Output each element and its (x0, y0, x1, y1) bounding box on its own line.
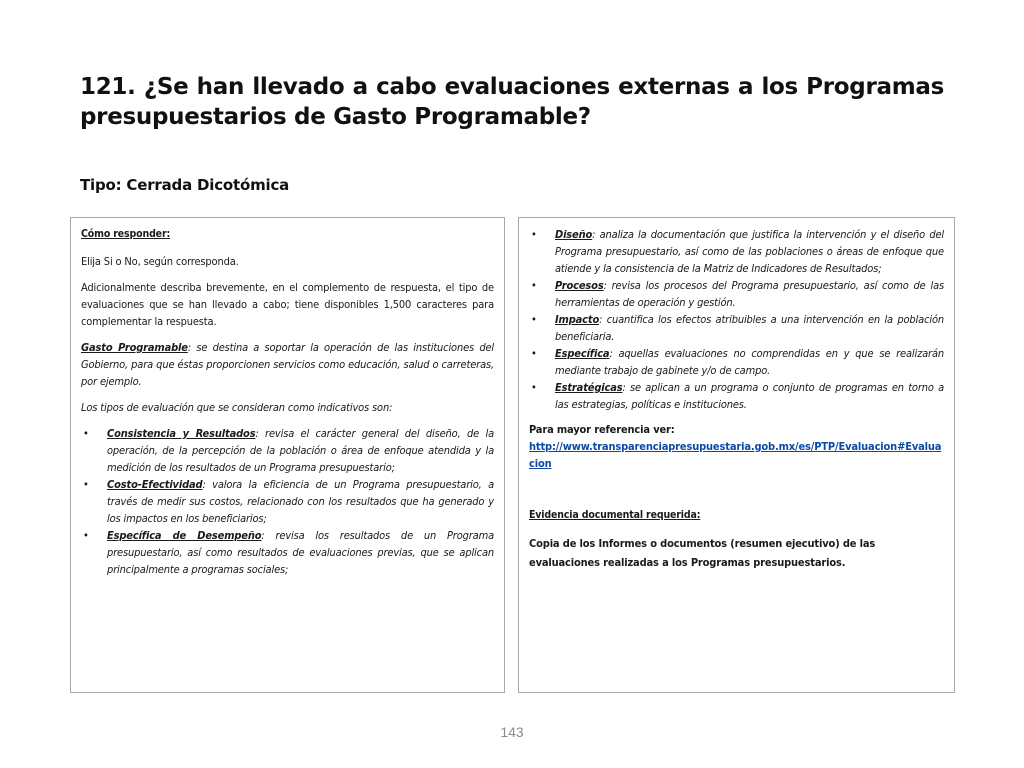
evidence-text: Copia de los Informes o documentos (resumen ejecutivo) de las evaluaciones realizadas a los Programas presupuestarios. (529, 537, 876, 569)
list-item-text: : cuantifica los efectos atribuibles a una intervención en la población beneficiaria. (555, 313, 944, 343)
instructions-panel (70, 217, 505, 693)
list-item-term: Específica de Desempeño (107, 529, 262, 542)
reference-label: Para mayor referencia ver: (529, 423, 675, 436)
page-number: 143 (500, 724, 524, 740)
list-item (529, 311, 944, 345)
evaluation-types-intro: Los tipos de evaluación que se consideran como indicativos son: (81, 401, 393, 414)
bullet-icon: • (531, 347, 537, 360)
list-item (529, 226, 944, 277)
list-item-term: Estratégicas (555, 381, 623, 394)
bullet-icon: • (531, 381, 537, 394)
list-item-text: : revisa los procesos del Programa presupuestario, así como de las herramientas de operación y gestión. (555, 279, 944, 309)
list-item (529, 277, 944, 311)
list-item-text: : revisa el carácter general del diseño, de la operación, de la percepción de la población o área de enfoque atendida y la medición de los resultados de un Programa presupuestario; (107, 427, 494, 474)
list-item-text: : valora la eficiencia de un Programa presupuestario, a través de medir sus costos, relacionado con los resultados que ha generado y los impactos en los beneficiarios; (107, 478, 494, 525)
bullet-icon: • (83, 478, 89, 491)
evaluation-types-list-right (529, 226, 944, 413)
evaluation-types-list-left (81, 425, 494, 578)
gasto-programable-definition (81, 339, 494, 390)
bullet-icon: • (531, 228, 537, 241)
reference-link-wrapper (529, 438, 944, 472)
list-item-text: : se aplican a un programa o conjunto de programas en torno a las estrategias, políticas e instituciones. (555, 381, 944, 411)
complement-instruction: Adicionalmente describa brevemente, en el complemento de respuesta, el tipo de evaluaciones que se han llevado a cabo; tiene disponibles 1,500 caracteres para complementar la respuesta. (81, 281, 494, 328)
question-type: Tipo: Cerrada Dicotómica (80, 176, 290, 194)
reference-panel (518, 217, 955, 693)
evidence-heading: Evidencia documental requerida: (529, 509, 701, 521)
list-item (529, 379, 944, 413)
bullet-icon: • (83, 529, 89, 542)
list-item-term: Costo-Efectividad (107, 478, 203, 491)
reference-link[interactable]: http://www.transparenciapresupuestaria.gob.mx/es/PTP/Evaluacion#Evaluacion (529, 440, 942, 470)
list-item-text: : analiza la documentación que justifica la intervención y el diseño del Programa presupuestario, así como de las poblaciones o áreas de enfoque que atiende y la consistencia de la Matriz de Indicadores de Resultados; (555, 228, 944, 275)
question-title: 121. ¿Se han llevado a cabo evaluaciones externas a los Programas presupuestarios de Gasto Programable? (80, 74, 944, 130)
list-item (81, 527, 494, 578)
list-item (81, 425, 494, 476)
list-item-term: Diseño (555, 228, 593, 241)
gasto-programable-text: : se destina a soportar la operación de las instituciones del Gobierno, para que éstas proporcionen servicios como educación, salud o carreteras, por ejemplo. (81, 341, 495, 388)
answer-instruction: Elija Si o No, según corresponda. (81, 255, 239, 268)
bullet-icon: • (531, 313, 537, 326)
list-item (529, 345, 944, 379)
list-item-term: Impacto (555, 313, 600, 326)
list-item (81, 476, 494, 527)
gasto-programable-term: Gasto Programable (81, 341, 188, 354)
bullet-icon: • (83, 427, 89, 440)
list-item-term: Consistencia y Resultados (107, 427, 256, 440)
list-item-term: Procesos (555, 279, 604, 292)
list-item-term: Específica (555, 347, 610, 360)
list-item-text: : aquellas evaluaciones no comprendidas en y que se realizarán mediante trabajo de gabinete y/o de campo. (555, 347, 944, 377)
how-to-answer-heading: Cómo responder: (81, 228, 171, 240)
bullet-icon: • (531, 279, 537, 292)
list-item-text: : revisa los resultados de un Programa presupuestario, así como resultados de evaluaciones previas, que se aplican principalmente a programas sociales; (107, 529, 494, 576)
spacer (529, 481, 944, 507)
